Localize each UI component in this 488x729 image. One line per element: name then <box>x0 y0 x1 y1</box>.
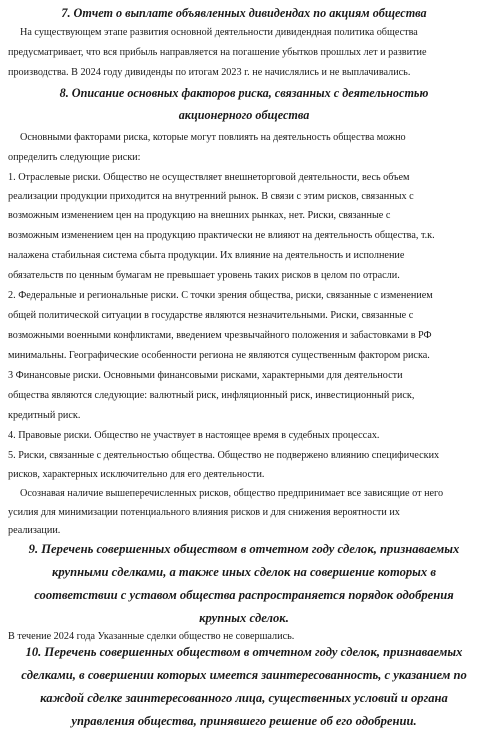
paragraph-line: производства. В 2024 году дивиденды по итогам 2023 г. не начислялись и не выплачивались. <box>8 67 411 78</box>
list-item-line: 4. Правовые риски. Общество не участвует в настоящее время в судебных процессах. <box>8 430 380 441</box>
paragraph-line: реализации. <box>8 525 61 536</box>
section-10-heading: 10. Перечень совершенных обществом в отчетном году сделок, признаваемых <box>25 645 463 659</box>
paragraph-line: усилия для минимизации потенциального влияния рисков и для снижения вероятности их <box>8 507 400 518</box>
list-item-line: кредитный риск. <box>8 410 81 421</box>
section-10-heading: управления общества, принявшего решение об его одобрении. <box>71 714 417 728</box>
section-7-heading: 7. Отчет о выплате объявленных дивидендах по акциям общества <box>61 6 427 20</box>
paragraph-line: предусматривает, что вся прибыль направляется на погашение убытков прошлых лет и развитие <box>8 47 427 58</box>
list-item-line: общей политической ситуации в государстве являются незначительными. Риски, связанные с <box>8 310 414 321</box>
section-9-heading: крупных сделок. <box>199 611 289 625</box>
list-item-line: возможным изменением цен на продукцию на внешних рынках, нет. Риски, связанные с <box>8 210 391 221</box>
section-10-heading: каждой сделке заинтересованного лица, существенных условий и органа <box>40 691 448 705</box>
section-8-heading: акционерного общества <box>178 108 310 122</box>
section-9-heading: 9. Перечень совершенных обществом в отчетном году сделок, признаваемых <box>28 542 460 556</box>
list-item-line: обязательств по ценным бумагам не превышает уровень таких рисков в целом по отрасли. <box>8 270 400 281</box>
paragraph-line: На существующем этапе развития основной деятельности дивидендная политика общества <box>20 27 418 38</box>
list-item-line: возможным изменением цен на продукцию практически не влияют на деятельность общества, т.к. <box>8 230 435 241</box>
section-8-heading: 8. Описание основных факторов риска, связанных с деятельностью <box>59 86 429 100</box>
list-item-line: 1. Отраслевые риски. Общество не осуществляет внешнеторговой деятельности, весь объем <box>8 172 410 183</box>
paragraph-line: Основными факторами риска, которые могут повлиять на деятельность общества можно <box>20 132 406 143</box>
list-item-line: рисков, характерных исключительно для его деятельности. <box>8 469 265 480</box>
list-item-line: 2. Федеральные и региональные риски. С точки зрения общества, риски, связанные с изменением <box>8 290 433 301</box>
section-10-heading: сделками, в совершении которых имеется заинтересованность, с указанием по <box>21 668 467 682</box>
list-item-line: общества являются следующие: валютный риск, инфляционный риск, инвестиционный риск, <box>8 390 415 401</box>
list-item-line: реализации продукции приходится на внутренний рынок. В связи с этим рисков, связанных с <box>8 191 414 202</box>
paragraph-line: В течение 2024 года Указанные сделки общество не совершались. <box>8 631 295 642</box>
paragraph-line: Осознавая наличие вышеперечисленных рисков, общество предпринимает все зависящие от него <box>20 488 444 499</box>
section-9-heading: крупными сделками, а также иных сделок на совершение которых в <box>52 565 436 579</box>
section-9-heading: соответствии с уставом общества распространяется порядок одобрения <box>34 588 454 602</box>
list-item-line: 3 Финансовые риски. Основными финансовыми рисками, характерными для деятельности <box>8 370 403 381</box>
list-item-line: налажена стабильная система сбыта продукции. Их влияние на деятельность и исполнение <box>8 250 405 261</box>
list-item-line: возможными военными конфликтами, введением чрезвычайного положения и забастовками в РФ <box>8 330 432 341</box>
list-item-line: минимальны. Географические особенности региона не являются существенным фактором риска. <box>8 350 430 361</box>
paragraph-line: определить следующие риски: <box>8 152 141 163</box>
list-item-line: 5. Риски, связанные с деятельностью общества. Общество не подвержено влиянию специфических <box>8 450 440 461</box>
